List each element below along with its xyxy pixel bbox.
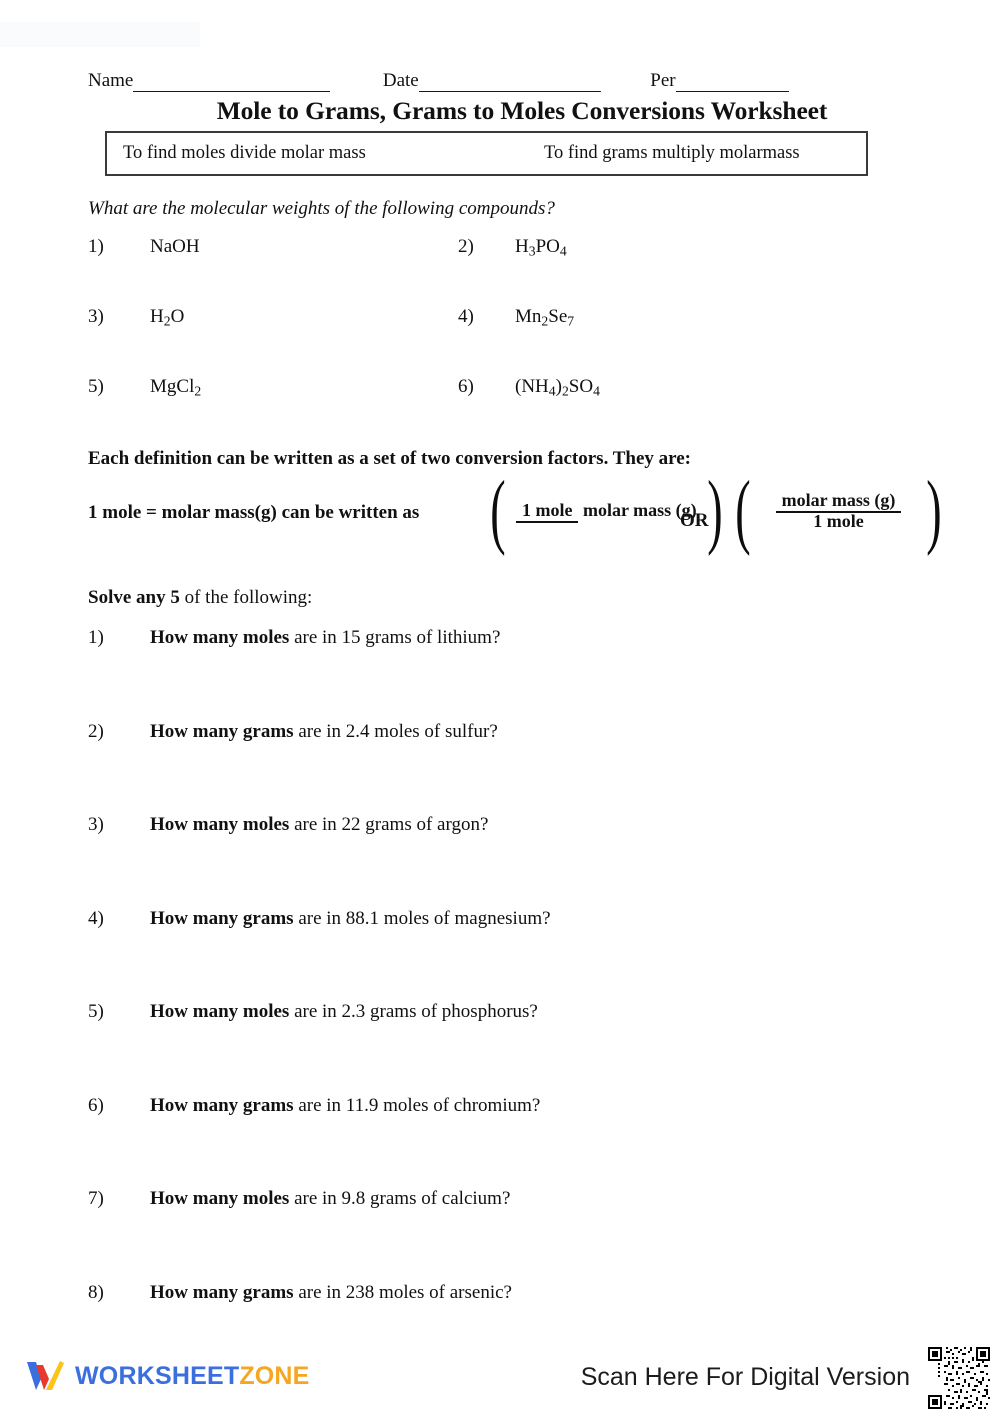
compound-formula: MgCl$_2$	[150, 376, 202, 399]
solve-heading-rest: of the following:	[179, 587, 313, 608]
compound-formula: $Mn_2Se_7$	[515, 306, 575, 329]
question-row	[0, 627, 1000, 721]
question-remainder: are in 9.8 grams of calcium?	[289, 1188, 511, 1209]
question-emphasis: How many grams	[150, 1281, 294, 1303]
question-remainder: are in 15 grams of lithium?	[289, 627, 501, 648]
molecular-weights-prompt: What are the molecular weights of the following compounds?	[88, 198, 555, 219]
question-row	[0, 1095, 1000, 1189]
footer-bar	[0, 1339, 1000, 1413]
question-emphasis: How many grams	[150, 1094, 294, 1116]
question-text	[150, 908, 551, 930]
fraction-body	[512, 500, 701, 521]
compound-number: 1)	[88, 236, 104, 257]
scan-prompt-text: Scan Here For Digital Version	[580, 1363, 910, 1391]
question-text	[150, 1095, 540, 1117]
student-info-row	[88, 70, 888, 92]
fraction-numerator: 1 mole	[516, 500, 578, 523]
qr-code-icon[interactable]	[926, 1345, 992, 1411]
question-text	[150, 627, 500, 649]
worksheet-zone-logo[interactable]	[24, 1357, 310, 1395]
date-label: Date	[382, 70, 419, 91]
conversion-lead-text: 1 mole = molar mass(g) can be written as	[88, 502, 420, 523]
per-field[interactable]	[650, 70, 788, 92]
rule-find-grams: To find grams multiply molarmass	[544, 143, 800, 163]
question-number: 2)	[88, 720, 104, 742]
compounds-list	[0, 236, 1000, 446]
right-paren-icon: )	[926, 464, 942, 557]
name-field[interactable]	[88, 70, 330, 92]
compound-formula: NaOH	[150, 236, 200, 257]
fraction-body	[757, 490, 920, 532]
compound-number: 6)	[458, 376, 474, 397]
question-number: 5)	[88, 1001, 104, 1022]
compound-number: 5)	[88, 376, 104, 397]
question-row	[0, 1188, 1000, 1282]
solve-heading	[88, 587, 312, 609]
question-remainder: are in 11.9 moles of chromium?	[293, 1094, 541, 1116]
question-remainder: are in 2.3 grams of phosphorus?	[289, 1001, 538, 1022]
question-number: 6)	[88, 1094, 104, 1116]
left-paren-icon: (	[735, 464, 751, 557]
conversion-fraction-two	[729, 464, 948, 557]
compound-number: 2)	[458, 236, 474, 257]
question-remainder: are in 88.1 moles of magnesium?	[293, 907, 551, 929]
logo-wordmark	[75, 1362, 310, 1391]
question-number: 1)	[88, 627, 104, 648]
question-emphasis: How many moles	[150, 1188, 290, 1209]
question-row	[0, 721, 1000, 815]
question-row	[0, 814, 1000, 908]
question-number: 4)	[88, 907, 104, 929]
solve-heading-bold: Solve any 5	[88, 587, 180, 608]
logo-worksheet-text: WORKSHEET	[75, 1361, 240, 1390]
question-emphasis: How many grams	[150, 907, 294, 929]
question-text	[150, 1001, 538, 1023]
scan-artifact	[0, 22, 200, 47]
per-input-rule[interactable]	[676, 76, 789, 92]
compound-number: 4)	[458, 306, 474, 327]
question-row	[0, 1001, 1000, 1095]
compound-formula: $(NH_4)_2SO_4$	[515, 376, 600, 399]
rule-find-moles: To find moles divide molar mass	[123, 143, 366, 163]
compound-number: 3)	[88, 306, 104, 327]
question-number: 7)	[88, 1188, 104, 1209]
conversion-factors-heading: Each definition can be written as a set of two conversion factors. They are:	[88, 448, 692, 469]
page-title: Mole to Grams, Grams to Moles Conversions Worksheet	[216, 96, 828, 125]
fraction-denominator: molar mass (g)	[582, 500, 697, 521]
name-label: Name	[88, 70, 134, 91]
question-text	[150, 814, 488, 836]
question-number: 3)	[88, 814, 104, 835]
question-emphasis: How many moles	[150, 1001, 290, 1022]
compound-row	[0, 236, 1000, 306]
question-emphasis: How many grams	[150, 720, 294, 742]
compound-row	[0, 376, 1000, 446]
right-paren-icon: )	[706, 464, 723, 557]
compound-row	[0, 306, 1000, 376]
question-text	[150, 721, 498, 743]
per-label: Per	[650, 70, 676, 91]
question-remainder: are in 22 grams of argon?	[289, 814, 489, 835]
date-input-rule[interactable]	[419, 76, 601, 92]
logo-w-icon	[24, 1357, 66, 1395]
fraction-numerator: molar mass (g)	[776, 490, 902, 513]
date-field[interactable]	[383, 70, 601, 92]
name-input-rule[interactable]	[133, 76, 330, 92]
questions-list	[0, 627, 1000, 1375]
left-paren-icon: (	[490, 464, 506, 557]
question-text	[150, 1282, 512, 1304]
compound-formula: $H_2O$	[150, 306, 185, 329]
conversion-rule-box	[105, 131, 868, 176]
logo-zone-text: ZONE	[239, 1361, 310, 1390]
fraction-denominator: 1 mole	[813, 510, 864, 531]
conversion-factors-row	[88, 464, 948, 564]
question-remainder: are in 238 moles of arsenic?	[293, 1281, 512, 1303]
question-emphasis: How many moles	[150, 814, 290, 835]
compound-formula: $H_3PO_4$	[515, 236, 567, 259]
or-separator: OR	[680, 510, 709, 531]
question-row	[0, 908, 1000, 1002]
question-emphasis: How many moles	[150, 627, 290, 648]
question-text	[150, 1188, 510, 1210]
question-remainder: are in 2.4 moles of sulfur?	[293, 720, 498, 742]
question-number: 8)	[88, 1281, 104, 1303]
